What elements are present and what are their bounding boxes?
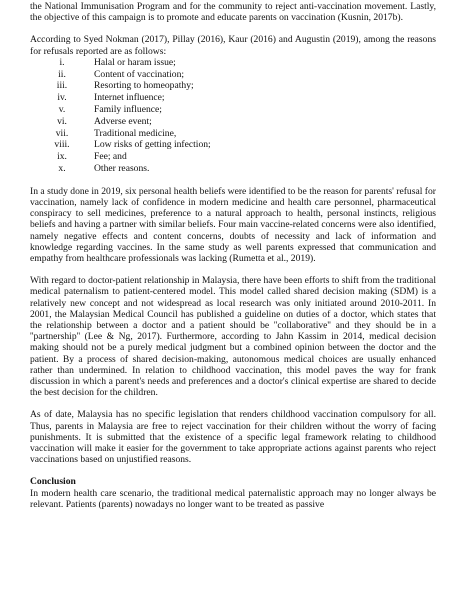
list-text: Halal or haram issue; xyxy=(94,56,176,68)
paragraph-doctor-patient: With regard to doctor-patient relationship in Malaysia, there have been efforts to shift from the traditional medical paternalism to patient-centered model. This model called shared decision making (SDM) is a relatively new concept and not widespread as local research was only initiated around 2010-2011. In 2001, the Malaysian Medical Council has published a guideline on duties of a doctor, which states that the relationship between a doctor and a patient should be ''collaborative'' and they should be in a ''partnership'' (Lee & Ng, 2017). Furthermore, according to Jahn Kassim in 2014, medical decision making should not be a purely medical judgment but a combined opinion between the doctor and the patient. By a process of shared decision-making, autonomous medical choices are usually enhanced rather than undermined. In relation to childhood vaccination, this model paves the way for frank discussion in which a parent's needs and preferences and a doctor's clinical expertise are shared to decide the best decision for the children. xyxy=(30,275,436,399)
list-item xyxy=(30,151,436,163)
list-number: ii. xyxy=(58,68,66,80)
list-number: vii. xyxy=(55,127,69,139)
document-page xyxy=(30,0,436,510)
list-number: iii. xyxy=(56,80,68,92)
list-item xyxy=(30,92,436,104)
list-text: Low risks of getting infection; xyxy=(94,139,211,151)
list-number: vi. xyxy=(57,115,67,127)
list-text: Resorting to homeopathy; xyxy=(94,80,194,92)
list-text: Fee; and xyxy=(94,151,127,163)
list-number: v. xyxy=(58,104,66,115)
list-item xyxy=(30,104,436,116)
paragraph-conclusion: In modern health care scenario, the traditional medical paternalistic approach may no longer always be relevant. Patients (parents) nowadays no longer want to be treated as passive xyxy=(30,487,436,510)
refusal-reasons-list xyxy=(30,57,436,175)
list-number: x. xyxy=(58,162,66,174)
list-item xyxy=(30,139,436,151)
paragraph-health-beliefs: In a study done in 2019, six personal health beliefs were identified to be the reason for parents' refusal for vaccination, namely lack of confidence in modern medicine and health care personnel, pharmaceutical conspiracy to sell medicines, preference to a natural approach to health, personal instincts, religious beliefs and having a partner with similar beliefs. Four main vaccine-related concerns were also identified, namely negative effects and content concerns, doubts of necessity and lack of information and knowledge regarding vaccines. In the same study as well parents expressed that communication and empathy from healthcare professionals was lacking (Rumetta et al., 2019). xyxy=(30,185,436,264)
list-item xyxy=(30,69,436,81)
list-text: Adverse event; xyxy=(94,115,152,127)
list-text: Internet influence; xyxy=(94,92,165,104)
list-number: ix. xyxy=(57,151,67,163)
list-text: Traditional medicine, xyxy=(94,127,177,139)
list-number: i. xyxy=(59,56,65,68)
list-item xyxy=(30,57,436,69)
conclusion-heading: Conclusion xyxy=(30,476,76,488)
list-item xyxy=(30,128,436,140)
paragraph-refusal-intro: According to Syed Nokman (2017), Pillay (2016), Kaur (2016) and Augustin (2019), among the reasons for refusals reported are as follows: xyxy=(30,34,436,57)
list-number: viii. xyxy=(54,139,70,151)
paragraph-top: the National Immunisation Program and for the community to reject anti-vaccination movement. Lastly, the objective of this campaign is to promote and educate parents on vaccination (Kusnin, 2017b). xyxy=(30,1,436,24)
list-number: iv. xyxy=(57,92,67,104)
list-text: Family influence; xyxy=(94,104,162,115)
paragraph-legislation: As of date, Malaysia has no specific legislation that renders childhood vaccination compulsory for all. Thus, parents in Malaysia are free to reject vaccination for their children without the worry of facing punishments. It is submitted that the existence of a specific legal framework relating to childhood vaccination will make it easier for the government to take appropriate actions against parents who reject vaccinations based on unjustified reasons. xyxy=(30,409,436,466)
list-item xyxy=(30,116,436,128)
list-item xyxy=(30,80,436,92)
list-text: Content of vaccination; xyxy=(94,68,185,80)
list-item xyxy=(30,163,436,175)
list-text: Other reasons. xyxy=(94,162,150,174)
